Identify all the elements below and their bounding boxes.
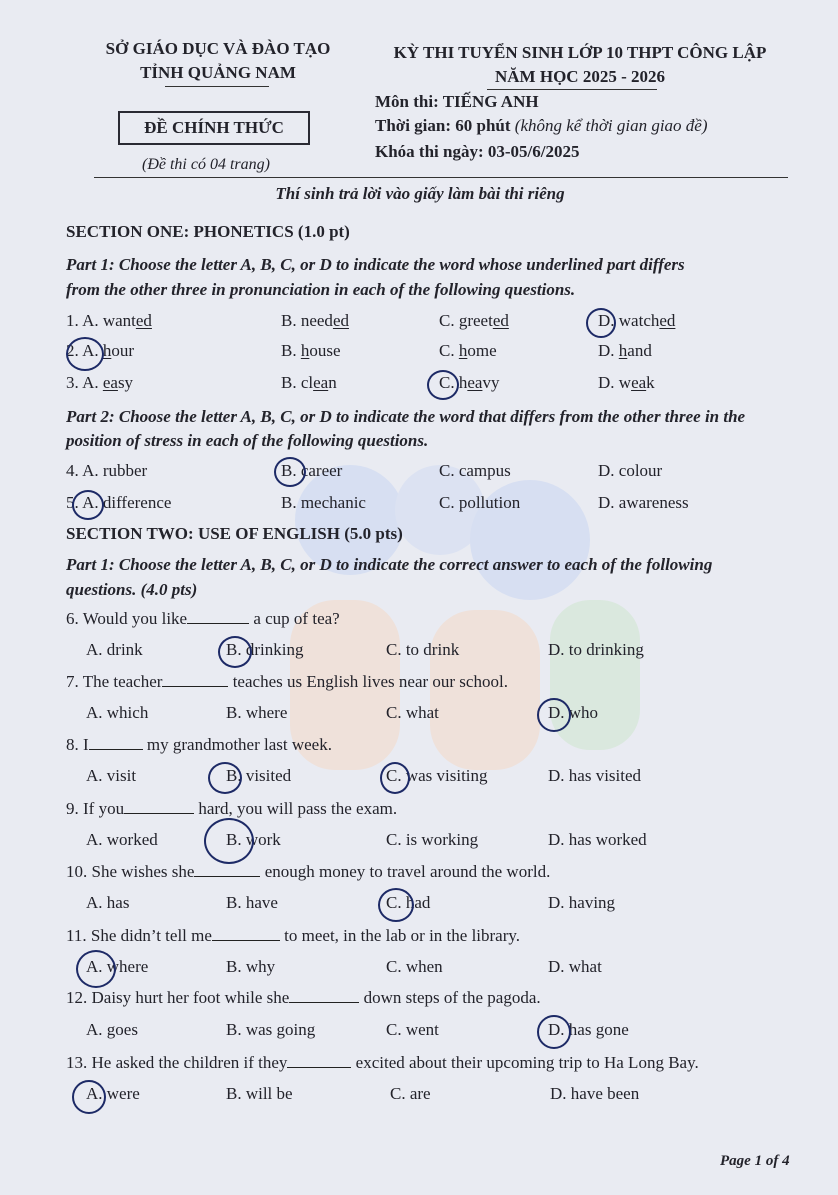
section-one-part2-instruction-line1: Part 2: Choose the letter A, B, C, or D to indicate the word that differs from the other three in the — [66, 407, 746, 426]
q6-option-c: C. to drink — [386, 640, 460, 659]
q4-option-d: D. colour — [598, 461, 663, 480]
q13-blank — [287, 1053, 351, 1068]
q9-option-a: A. worked — [86, 830, 158, 849]
q9-answer-mark — [204, 818, 254, 864]
q5-option-d: D. awareness — [598, 493, 689, 512]
department-name: SỞ GIÁO DỤC VÀ ĐÀO TẠO — [105, 39, 331, 58]
q11-answer-mark — [76, 950, 116, 988]
q8-answer-mark-c — [380, 762, 410, 794]
section-two-part1-instruction-line1: Part 1: Choose the letter A, B, C, or D to indicate the correct answer to each of the following — [66, 555, 713, 574]
q4-option-b: B. career — [281, 461, 343, 480]
q12-option-a: A. goes — [86, 1020, 138, 1039]
header-divider — [94, 177, 788, 178]
q1-answer-mark — [586, 308, 616, 338]
section-one-part1-instruction-line2: from the other three in pronunciation in each of the following questions. — [66, 280, 576, 299]
time-note: (không kể thời gian giao đề) — [514, 116, 708, 135]
question-7: 7. The teacher teaches us English lives near our school. — [66, 672, 508, 691]
question-10: 10. She wishes she enough money to travel around the world. — [66, 862, 551, 881]
section-two-title: SECTION TWO: USE OF ENGLISH (5.0 pts) — [66, 524, 403, 543]
q12-option-b: B. was going — [226, 1020, 316, 1039]
exam-title: KỲ THI TUYỂN SINH LỚP 10 THPT CÔNG LẬP — [393, 43, 767, 62]
question-8: 8. I my grandmother last week. — [66, 735, 332, 754]
q8-option-d: D. has visited — [548, 766, 642, 785]
question-3: 3. A. easy — [66, 373, 134, 392]
q2-option-a: A. hour — [82, 341, 135, 360]
q4-option-c: C. campus — [439, 461, 511, 480]
q6-option-b: B. drinking — [226, 640, 304, 659]
q10-answer-mark — [378, 888, 414, 922]
q2-option-b: B. house — [281, 341, 341, 360]
question-11: 11. She didn’t tell me to meet, in the lab or in the library. — [66, 926, 521, 945]
q11-blank — [212, 926, 280, 941]
question-5: 5. A. difference — [66, 493, 172, 512]
q6-blank — [187, 609, 249, 624]
q3-answer-mark — [427, 370, 459, 400]
q5-option-b: B. mechanic — [281, 493, 366, 512]
q9-option-c: C. is working — [386, 830, 479, 849]
subject-line: Môn thi: TIẾNG ANH — [375, 92, 539, 111]
q10-option-d: D. having — [548, 893, 616, 912]
q1-option-c: C. greeted — [439, 311, 509, 330]
q7-option-c: C. what — [386, 703, 439, 722]
q4-option-a: A. rubber — [82, 461, 148, 480]
q8-option-b: B. visited — [226, 766, 292, 785]
q10-option-a: A. has — [86, 893, 130, 912]
section-one-part1-instruction-line1: Part 1: Choose the letter A, B, C, or D to indicate the word whose underlined part differs — [66, 255, 685, 274]
q3-option-c: C. heavy — [439, 373, 500, 392]
pages-note: (Đề thi có 04 trang) — [142, 156, 270, 173]
q8-option-c: C. was visiting — [386, 766, 488, 785]
q11-option-c: C. when — [386, 957, 443, 976]
q12-blank — [289, 988, 359, 1003]
exam-date: Khóa thi ngày: 03-05/6/2025 — [375, 142, 580, 161]
province-underline — [165, 86, 269, 87]
q8-blank — [89, 735, 143, 750]
q5-option-a: A. difference — [82, 493, 172, 512]
q7-option-d: D. who — [548, 703, 599, 722]
q9-option-b: B. work — [226, 830, 281, 849]
time-label: Thời gian: 60 phút — [375, 116, 511, 135]
section-one-part2-instruction-line2: position of stress in each of the following questions. — [66, 431, 429, 450]
q10-blank — [194, 862, 260, 877]
question-12: 12. Daisy hurt her foot while she down steps of the pagoda. — [66, 988, 541, 1007]
q12-option-c: C. went — [386, 1020, 439, 1039]
q13-option-b: B. will be — [226, 1084, 293, 1103]
q9-option-d: D. has worked — [548, 830, 647, 849]
answer-instruction: Thí sinh trả lời vào giấy làm bài thi riêng — [275, 184, 565, 203]
q5-option-c: C. pollution — [439, 493, 521, 512]
q13-option-c: C. are — [390, 1084, 431, 1103]
q13-answer-mark — [72, 1080, 106, 1114]
q8-option-a: A. visit — [86, 766, 137, 785]
q1-option-b: B. needed — [281, 311, 349, 330]
q1-option-d: D. watched — [598, 311, 676, 330]
q3-option-d: D. weak — [598, 373, 655, 392]
question-13: 13. He asked the children if they excited about their upcoming trip to Ha Long Bay. — [66, 1053, 699, 1072]
q7-option-b: B. where — [226, 703, 288, 722]
q13-option-d: D. have been — [550, 1084, 640, 1103]
q3-option-b: B. clean — [281, 373, 337, 392]
q6-option-a: A. drink — [86, 640, 143, 659]
school-year: NĂM HỌC 2025 - 2026 — [495, 67, 665, 86]
question-2: 2. A. hour — [66, 341, 135, 360]
province-name: TỈNH QUẢNG NAM — [140, 63, 296, 82]
q11-option-b: B. why — [226, 957, 276, 976]
q10-option-c: C. had — [386, 893, 431, 912]
q7-answer-mark — [537, 698, 571, 732]
q4-answer-mark — [274, 457, 306, 487]
q5-answer-mark — [72, 490, 104, 520]
official-exam-box: ĐỀ CHÍNH THỨC — [118, 111, 310, 145]
section-two-part1-instruction-line2: questions. (4.0 pts) — [66, 580, 198, 599]
q12-option-d: D. has gone — [548, 1020, 629, 1039]
q6-answer-mark — [218, 636, 252, 668]
q9-blank — [124, 799, 194, 814]
question-6: 6. Would you like a cup of tea? — [66, 609, 340, 628]
page-number: Page 1 of 4 — [720, 1153, 790, 1169]
question-1: 1. A. wanted — [66, 311, 152, 330]
q2-option-c: C. home — [439, 341, 497, 360]
q13-option-a: A. were — [86, 1084, 140, 1103]
q12-answer-mark — [537, 1015, 571, 1049]
q11-option-d: D. what — [548, 957, 602, 976]
q7-option-a: A. which — [86, 703, 149, 722]
school-year-underline — [487, 89, 657, 90]
question-4: 4. A. rubber — [66, 461, 148, 480]
q8-answer-mark-b — [208, 762, 242, 794]
q2-option-d: D. hand — [598, 341, 652, 360]
q6-option-d: D. to drinking — [548, 640, 644, 659]
q2-answer-mark — [66, 337, 104, 371]
q3-option-a: A. easy — [82, 373, 134, 392]
time-line — [375, 116, 708, 136]
q10-option-b: B. have — [226, 893, 278, 912]
q7-blank — [162, 672, 228, 687]
question-9: 9. If you hard, you will pass the exam. — [66, 799, 398, 818]
section-one-title: SECTION ONE: PHONETICS (1.0 pt) — [66, 222, 350, 241]
q1-option-a: A. wanted — [82, 311, 152, 330]
q11-option-a: A. where — [86, 957, 149, 976]
